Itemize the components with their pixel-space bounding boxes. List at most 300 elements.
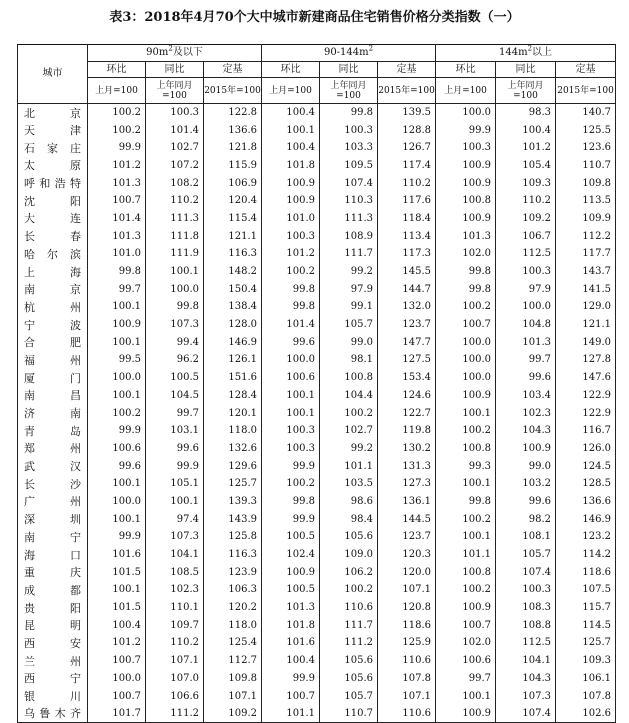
index-value-cell: 111.7 (320, 245, 378, 263)
price-index-table (17, 44, 616, 723)
index-value-cell: 100.3 (262, 422, 320, 440)
table-row (18, 404, 616, 422)
index-value-cell: 100.2 (88, 404, 146, 422)
index-value-cell: 100.3 (262, 227, 320, 245)
index-value-cell: 128.8 (378, 121, 436, 139)
index-value-cell: 103.1 (146, 422, 204, 440)
index-value-cell: 100.5 (146, 369, 204, 387)
index-value-cell: 100.9 (436, 599, 496, 617)
index-value-cell: 123.7 (378, 528, 436, 546)
index-value-cell: 100.6 (436, 652, 496, 670)
table-row (18, 280, 616, 298)
index-value-cell: 100.7 (88, 192, 146, 210)
index-value-cell: 99.9 (262, 670, 320, 688)
index-value-cell: 100.1 (436, 475, 496, 493)
index-value-cell: 104.3 (496, 422, 556, 440)
index-value-cell: 150.4 (204, 280, 262, 298)
index-value-cell: 121.8 (204, 139, 262, 157)
index-value-cell: 100.9 (436, 174, 496, 192)
index-value-cell: 100.7 (88, 652, 146, 670)
index-value-cell: 110.1 (146, 599, 204, 617)
index-value-cell: 100.4 (88, 616, 146, 634)
index-value-cell: 120.0 (378, 563, 436, 581)
index-value-cell: 111.3 (320, 210, 378, 228)
index-value-cell: 107.3 (496, 687, 556, 705)
table-row (18, 316, 616, 334)
index-value-cell: 128.4 (204, 387, 262, 405)
index-value-cell: 99.3 (436, 457, 496, 475)
index-value-cell: 100.2 (436, 298, 496, 316)
index-value-cell: 102.0 (436, 634, 496, 652)
index-value-cell: 110.2 (146, 634, 204, 652)
city-name-cell: 合肥 (18, 333, 88, 351)
index-value-cell: 100.0 (436, 104, 496, 122)
index-value-cell: 116.3 (204, 546, 262, 564)
table-title: 表3：2018年4月70个大中城市新建商品住宅销售价格分类指数（一） (109, 10, 520, 25)
city-name-cell: 乌鲁木齐 (18, 705, 88, 723)
index-value-cell: 109.7 (146, 616, 204, 634)
index-value-cell: 106.2 (320, 563, 378, 581)
index-value-cell: 127.8 (556, 351, 616, 369)
index-value-cell: 102.3 (496, 404, 556, 422)
index-value-cell: 112.2 (556, 227, 616, 245)
index-value-cell: 97.4 (146, 510, 204, 528)
index-value-cell: 99.2 (320, 263, 378, 281)
index-value-cell: 103.4 (496, 387, 556, 405)
index-value-cell: 100.1 (436, 404, 496, 422)
city-name-cell: 南京 (18, 280, 88, 298)
index-value-cell: 110.6 (378, 705, 436, 723)
table-row (18, 139, 616, 157)
index-value-cell: 99.0 (320, 333, 378, 351)
index-value-cell: 110.3 (320, 192, 378, 210)
index-value-cell: 97.9 (496, 280, 556, 298)
index-value-cell: 111.7 (320, 616, 378, 634)
city-name-cell: 成都 (18, 581, 88, 599)
city-name-cell: 西宁 (18, 670, 88, 688)
index-value-cell: 106.1 (556, 670, 616, 688)
index-value-cell: 101.0 (88, 245, 146, 263)
index-value-cell: 148.2 (204, 263, 262, 281)
index-value-cell: 99.9 (88, 139, 146, 157)
table-row (18, 599, 616, 617)
index-value-cell: 100.0 (436, 351, 496, 369)
index-value-cell: 120.1 (204, 404, 262, 422)
index-value-cell: 100.2 (262, 475, 320, 493)
index-value-cell: 100.1 (436, 687, 496, 705)
table-row (18, 263, 616, 281)
base-header-row (18, 78, 616, 104)
index-value-cell: 100.0 (88, 670, 146, 688)
index-value-cell: 100.2 (436, 510, 496, 528)
index-value-cell: 101.8 (262, 616, 320, 634)
index-value-cell: 105.6 (320, 528, 378, 546)
index-value-cell: 99.5 (88, 351, 146, 369)
index-value-cell: 125.4 (204, 634, 262, 652)
table-row (18, 157, 616, 175)
index-value-cell: 129.0 (556, 298, 616, 316)
table-row (18, 210, 616, 228)
index-value-cell: 109.0 (320, 546, 378, 564)
index-value-cell: 143.9 (204, 510, 262, 528)
city-name-cell: 重庆 (18, 563, 88, 581)
index-value-cell: 108.2 (146, 174, 204, 192)
index-value-cell: 144.5 (378, 510, 436, 528)
index-value-cell: 107.1 (378, 687, 436, 705)
table-row (18, 687, 616, 705)
table-row (18, 298, 616, 316)
index-value-cell: 103.2 (496, 475, 556, 493)
sub-header-cell: 环比 (88, 62, 146, 78)
index-value-cell: 99.9 (88, 528, 146, 546)
index-value-cell: 100.9 (496, 440, 556, 458)
city-name-cell: 兰州 (18, 652, 88, 670)
index-value-cell: 100.7 (88, 687, 146, 705)
index-value-cell: 101.3 (88, 174, 146, 192)
index-value-cell: 139.5 (378, 104, 436, 122)
index-value-cell: 104.1 (146, 546, 204, 564)
index-value-cell: 107.1 (146, 652, 204, 670)
city-name-cell: 天津 (18, 121, 88, 139)
index-value-cell: 98.1 (320, 351, 378, 369)
index-value-cell: 99.9 (262, 457, 320, 475)
index-value-cell: 99.4 (146, 333, 204, 351)
index-value-cell: 124.6 (378, 387, 436, 405)
index-value-cell: 110.6 (378, 652, 436, 670)
index-value-cell: 116.3 (204, 245, 262, 263)
index-value-cell: 102.0 (436, 245, 496, 263)
city-name-cell: 北京 (18, 104, 88, 122)
table-row (18, 369, 616, 387)
index-value-cell: 104.4 (320, 387, 378, 405)
table-row (18, 546, 616, 564)
index-value-cell: 100.9 (436, 705, 496, 723)
index-value-cell: 131.3 (378, 457, 436, 475)
index-value-cell: 146.9 (204, 333, 262, 351)
index-value-cell: 128.0 (204, 316, 262, 334)
index-value-cell: 111.9 (146, 245, 204, 263)
sub-header-cell: 环比 (262, 62, 320, 78)
index-value-cell: 108.8 (496, 616, 556, 634)
index-value-cell: 100.1 (146, 263, 204, 281)
index-value-cell: 100.7 (436, 316, 496, 334)
index-value-cell: 100.2 (320, 404, 378, 422)
index-value-cell: 100.9 (262, 563, 320, 581)
index-value-cell: 100.5 (262, 581, 320, 599)
city-name-cell: 西安 (18, 634, 88, 652)
index-value-cell: 101.0 (262, 210, 320, 228)
index-value-cell: 101.7 (88, 705, 146, 723)
index-value-cell: 132.0 (378, 298, 436, 316)
table-row (18, 422, 616, 440)
index-value-cell: 101.2 (88, 634, 146, 652)
index-value-cell: 101.8 (262, 157, 320, 175)
index-value-cell: 136.1 (378, 493, 436, 511)
index-value-cell: 107.1 (378, 581, 436, 599)
base-header-cell: 上年同月=100 (146, 78, 204, 104)
index-value-cell: 111.3 (146, 210, 204, 228)
index-value-cell: 110.2 (146, 192, 204, 210)
index-value-cell: 109.3 (556, 652, 616, 670)
index-value-cell: 100.9 (262, 192, 320, 210)
city-name-cell: 贵阳 (18, 599, 88, 617)
sub-header-row (18, 62, 616, 78)
index-value-cell: 99.6 (262, 333, 320, 351)
index-value-cell: 123.9 (204, 563, 262, 581)
index-value-cell: 101.5 (88, 563, 146, 581)
index-value-cell: 101.4 (146, 121, 204, 139)
index-value-cell: 127.5 (378, 351, 436, 369)
index-value-cell: 109.2 (204, 705, 262, 723)
index-value-cell: 132.6 (204, 440, 262, 458)
index-value-cell: 110.2 (496, 192, 556, 210)
index-value-cell: 100.2 (320, 581, 378, 599)
index-value-cell: 124.5 (556, 457, 616, 475)
index-value-cell: 111.2 (320, 634, 378, 652)
index-value-cell: 97.9 (320, 280, 378, 298)
table-row (18, 634, 616, 652)
index-value-cell: 118.6 (556, 563, 616, 581)
index-value-cell: 100.0 (146, 280, 204, 298)
index-value-cell: 106.7 (496, 227, 556, 245)
index-value-cell: 100.2 (88, 104, 146, 122)
index-value-cell: 101.3 (262, 599, 320, 617)
city-name-cell: 深圳 (18, 510, 88, 528)
index-value-cell: 143.7 (556, 263, 616, 281)
index-value-cell: 119.8 (378, 422, 436, 440)
table-row (18, 174, 616, 192)
index-value-cell: 122.8 (204, 104, 262, 122)
index-value-cell: 100.4 (262, 139, 320, 157)
index-value-cell: 100.4 (496, 121, 556, 139)
table-row (18, 475, 616, 493)
index-value-cell: 100.0 (496, 298, 556, 316)
index-value-cell: 101.6 (88, 546, 146, 564)
city-name-cell: 南昌 (18, 387, 88, 405)
city-name-cell: 哈尔滨 (18, 245, 88, 263)
table-row (18, 670, 616, 688)
index-value-cell: 120.8 (378, 599, 436, 617)
index-value-cell: 99.8 (436, 493, 496, 511)
base-header-cell: 上月=100 (262, 78, 320, 104)
index-value-cell: 117.6 (378, 192, 436, 210)
index-value-cell: 102.3 (146, 581, 204, 599)
city-name-cell: 呼和浩特 (18, 174, 88, 192)
table-row (18, 705, 616, 723)
city-name-cell: 青岛 (18, 422, 88, 440)
index-value-cell: 100.3 (436, 139, 496, 157)
index-value-cell: 109.5 (320, 157, 378, 175)
index-value-cell: 120.3 (378, 546, 436, 564)
index-value-cell: 101.3 (496, 333, 556, 351)
sub-header-cell: 定基 (556, 62, 616, 78)
index-value-cell: 100.3 (496, 263, 556, 281)
index-value-cell: 100.8 (436, 563, 496, 581)
index-value-cell: 104.1 (496, 652, 556, 670)
index-value-cell: 121.1 (556, 316, 616, 334)
index-value-cell: 99.6 (496, 369, 556, 387)
index-value-cell: 99.6 (496, 493, 556, 511)
city-name-cell: 南宁 (18, 528, 88, 546)
index-value-cell: 107.8 (378, 670, 436, 688)
index-value-cell: 100.6 (88, 440, 146, 458)
index-value-cell: 100.7 (262, 687, 320, 705)
index-value-cell: 117.3 (378, 245, 436, 263)
index-value-cell: 109.2 (496, 210, 556, 228)
index-value-cell: 99.7 (88, 280, 146, 298)
city-name-cell: 广州 (18, 493, 88, 511)
index-value-cell: 111.2 (146, 705, 204, 723)
index-value-cell: 101.6 (262, 634, 320, 652)
sub-header-cell: 环比 (436, 62, 496, 78)
index-value-cell: 101.1 (436, 546, 496, 564)
index-value-cell: 102.6 (556, 705, 616, 723)
index-value-cell: 118.0 (204, 422, 262, 440)
index-value-cell: 100.5 (262, 528, 320, 546)
index-value-cell: 99.8 (320, 104, 378, 122)
index-value-cell: 125.7 (556, 634, 616, 652)
city-column-header: 城市 (18, 45, 88, 104)
index-value-cell: 113.4 (378, 227, 436, 245)
index-value-cell: 105.4 (496, 157, 556, 175)
index-value-cell: 128.5 (556, 475, 616, 493)
index-value-cell: 101.4 (88, 210, 146, 228)
index-value-cell: 107.2 (146, 157, 204, 175)
index-value-cell: 136.6 (556, 493, 616, 511)
city-name-cell: 福州 (18, 351, 88, 369)
index-value-cell: 122.9 (556, 387, 616, 405)
index-value-cell: 112.5 (496, 245, 556, 263)
index-value-cell: 110.6 (320, 599, 378, 617)
index-value-cell: 100.1 (88, 298, 146, 316)
index-value-cell: 105.7 (320, 687, 378, 705)
index-value-cell: 113.5 (556, 192, 616, 210)
table-row (18, 457, 616, 475)
index-value-cell: 141.5 (556, 280, 616, 298)
index-value-cell: 126.7 (378, 139, 436, 157)
index-value-cell: 100.8 (436, 440, 496, 458)
index-value-cell: 100.9 (436, 387, 496, 405)
index-value-cell: 98.4 (320, 510, 378, 528)
index-value-cell: 126.0 (556, 440, 616, 458)
index-value-cell: 101.2 (262, 245, 320, 263)
index-value-cell: 109.8 (556, 174, 616, 192)
table-row (18, 563, 616, 581)
base-header-cell: 上月=100 (436, 78, 496, 104)
index-value-cell: 100.1 (436, 528, 496, 546)
index-value-cell: 100.0 (436, 369, 496, 387)
city-name-cell: 长春 (18, 227, 88, 245)
index-value-cell: 99.2 (320, 440, 378, 458)
index-value-cell: 100.2 (262, 263, 320, 281)
index-value-cell: 127.3 (378, 475, 436, 493)
index-value-cell: 107.5 (556, 581, 616, 599)
table-row (18, 351, 616, 369)
index-value-cell: 99.8 (436, 263, 496, 281)
index-value-cell: 117.7 (556, 245, 616, 263)
index-value-cell: 153.4 (378, 369, 436, 387)
index-value-cell: 102.4 (262, 546, 320, 564)
base-header-cell: 2015年=100 (378, 78, 436, 104)
index-value-cell: 115.9 (204, 157, 262, 175)
index-value-cell: 104.5 (146, 387, 204, 405)
index-value-cell: 100.1 (88, 387, 146, 405)
city-name-cell: 长沙 (18, 475, 88, 493)
index-value-cell: 98.3 (496, 104, 556, 122)
index-value-cell: 105.7 (320, 316, 378, 334)
table-body (18, 104, 616, 723)
index-value-cell: 101.1 (320, 457, 378, 475)
city-name-cell: 太原 (18, 157, 88, 175)
index-value-cell: 99.9 (88, 422, 146, 440)
index-value-cell: 151.6 (204, 369, 262, 387)
index-value-cell: 138.4 (204, 298, 262, 316)
index-value-cell: 107.0 (146, 670, 204, 688)
index-value-cell: 99.8 (262, 298, 320, 316)
index-value-cell: 101.2 (496, 139, 556, 157)
city-name-cell: 石家庄 (18, 139, 88, 157)
index-value-cell: 100.7 (436, 616, 496, 634)
city-name-cell: 上海 (18, 263, 88, 281)
index-value-cell: 108.9 (320, 227, 378, 245)
index-value-cell: 101.3 (88, 227, 146, 245)
table-row (18, 245, 616, 263)
sub-header-cell: 同比 (146, 62, 204, 78)
index-value-cell: 100.9 (88, 316, 146, 334)
index-value-cell: 118.0 (204, 616, 262, 634)
city-name-cell: 海口 (18, 546, 88, 564)
index-value-cell: 117.4 (378, 157, 436, 175)
city-name-cell: 济南 (18, 404, 88, 422)
index-value-cell: 107.1 (204, 687, 262, 705)
index-value-cell: 109.9 (556, 210, 616, 228)
index-value-cell: 118.6 (378, 616, 436, 634)
index-value-cell: 106.3 (204, 581, 262, 599)
index-value-cell: 139.3 (204, 493, 262, 511)
index-value-cell: 100.6 (262, 369, 320, 387)
index-value-cell: 99.9 (262, 510, 320, 528)
base-header-cell: 上年同月=100 (320, 78, 378, 104)
index-value-cell: 99.9 (146, 457, 204, 475)
index-value-cell: 100.0 (88, 493, 146, 511)
index-value-cell: 115.4 (204, 210, 262, 228)
index-value-cell: 110.7 (556, 157, 616, 175)
table-row (18, 104, 616, 122)
city-name-cell: 昆明 (18, 616, 88, 634)
table-row (18, 333, 616, 351)
index-value-cell: 105.7 (496, 546, 556, 564)
index-value-cell: 99.8 (262, 280, 320, 298)
index-value-cell: 105.6 (320, 652, 378, 670)
index-value-cell: 99.0 (496, 457, 556, 475)
index-value-cell: 146.9 (556, 510, 616, 528)
index-value-cell: 130.2 (378, 440, 436, 458)
index-value-cell: 98.2 (496, 510, 556, 528)
index-value-cell: 118.4 (378, 210, 436, 228)
index-value-cell: 122.9 (556, 404, 616, 422)
index-value-cell: 99.8 (146, 298, 204, 316)
index-value-cell: 101.5 (88, 599, 146, 617)
index-value-cell: 99.6 (146, 440, 204, 458)
index-value-cell: 108.1 (496, 528, 556, 546)
index-value-cell: 105.1 (146, 475, 204, 493)
index-value-cell: 104.3 (496, 670, 556, 688)
index-value-cell: 108.3 (496, 599, 556, 617)
index-value-cell: 99.7 (146, 404, 204, 422)
sub-header-cell: 同比 (320, 62, 378, 78)
index-value-cell: 100.3 (262, 440, 320, 458)
index-value-cell: 144.7 (378, 280, 436, 298)
